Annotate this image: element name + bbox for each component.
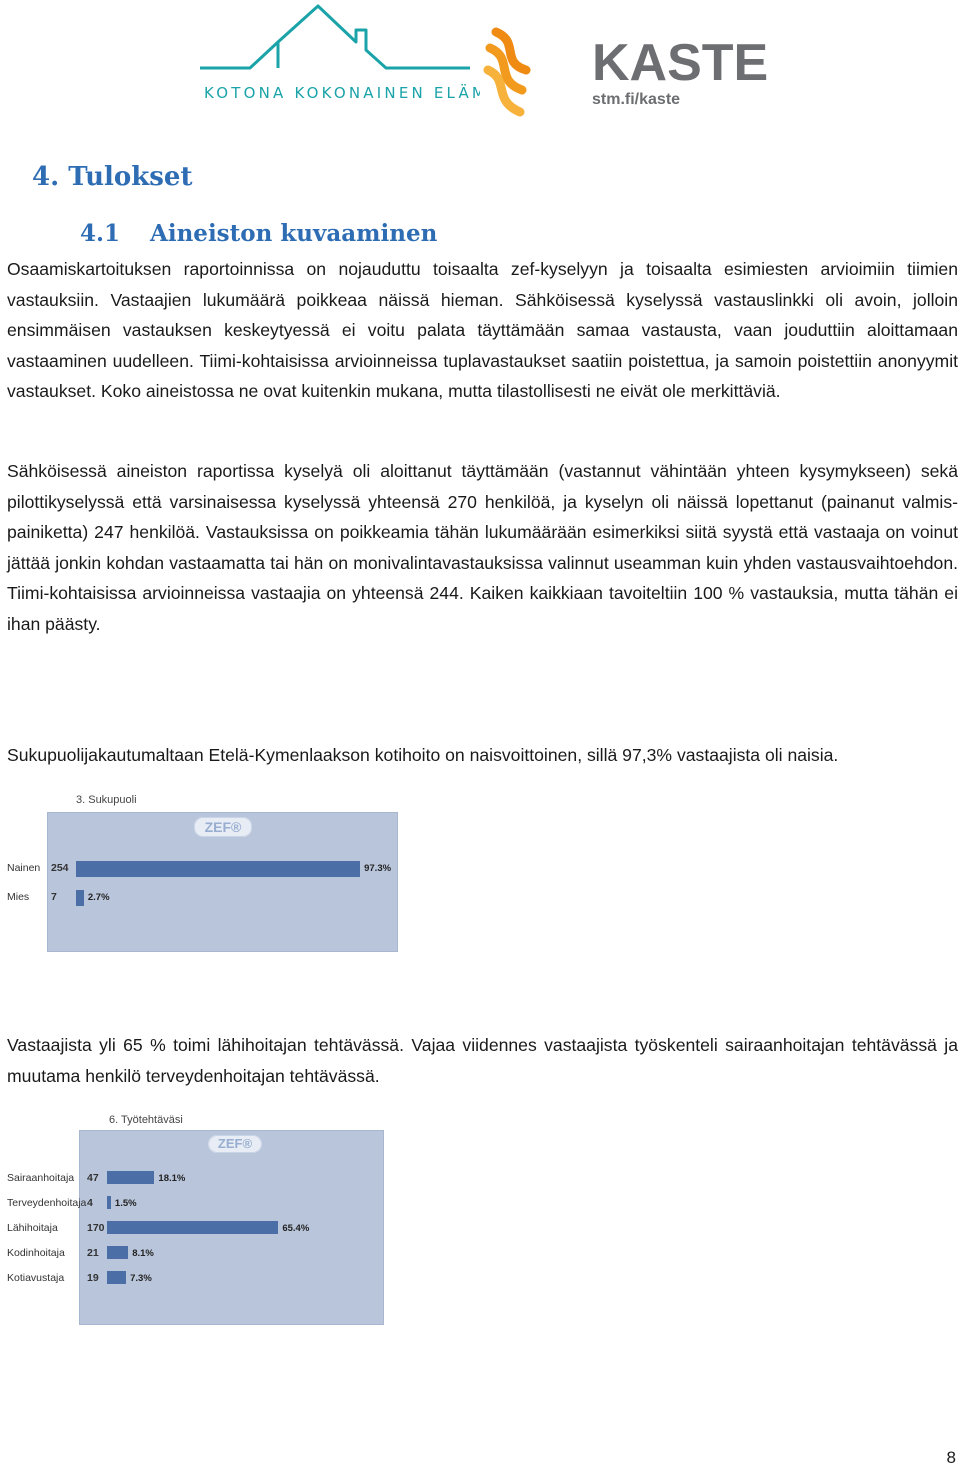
bar-count-label: 170 <box>87 1222 105 1234</box>
bar-value-label: 97.3% <box>364 863 392 874</box>
kotona-logo-text: KOTONA KOKONAINEN ELÄMÄ <box>204 84 480 102</box>
kaste-url: stm.fi/kaste <box>592 91 681 108</box>
section-title: Aineiston kuvaaminen <box>150 220 438 247</box>
bar <box>107 1171 154 1184</box>
bar-value-label: 2.7% <box>87 892 110 903</box>
bar-count-label: 254 <box>51 862 69 874</box>
bar-category-label: Kodinhoitaja <box>7 1247 65 1259</box>
section-heading <box>80 220 437 247</box>
job-chart <box>0 1110 410 1330</box>
bar-category-label: Sairaanhoitaja <box>7 1172 75 1184</box>
house-logo-icon <box>190 0 480 110</box>
zef-badge: ZEF® <box>208 1135 262 1153</box>
bar-value-label: 65.4% <box>282 1223 310 1234</box>
paragraph-data-description: Osaamiskartoituksen raportoinnissa on nojauduttu toisaalta zef-kyselyyn ja toisaalta esimiesten arvioimiin tiimien vastauksiin. Vastaajien lukumäärä poikkeaa näissä hieman. Sähköisessä kyselyssä vastauslinkki oli avoin, jolloin ensimmäisen vastauksen keskeytyessä ei voitu palata täyttämään samaa vastausta, vaan jouduttiin aloittamaan vastaaminen uudelleen. Tiimi-kohtaisissa arvioinneissa tuplavastaukset saatiin poistettua, ja samoin poistettiin anonyymit vastaukset. Koko aineistossa ne ovat kuitenkin mukana, mutta tilastollisesti ne eivät ole merkittäviä. <box>7 259 958 401</box>
bar-category-label: Kotiavustaja <box>7 1272 65 1284</box>
bar-value-label: 18.1% <box>158 1173 186 1184</box>
bar-value-label: 8.1% <box>132 1248 154 1259</box>
bar-count-label: 47 <box>87 1172 99 1184</box>
gender-chart <box>0 790 410 960</box>
kaste-logo <box>480 18 770 128</box>
bar-count-label: 7 <box>51 891 57 903</box>
bar <box>107 1271 126 1284</box>
bar <box>107 1221 278 1234</box>
bar-count-label: 4 <box>87 1197 93 1209</box>
chart-title: 3. Sukupuoli <box>76 794 137 806</box>
paragraph-gender-distribution: Sukupuolijakautumaltaan Etelä-Kymenlaakson kotihoito on naisvoittoinen, sillä 97,3% vastaajista oli naisia. <box>7 745 839 765</box>
kaste-name: KASTE <box>592 34 769 92</box>
paragraph-job-distribution: Vastaajista yli 65 % toimi lähihoitajan tehtävässä. Vajaa viidennes vastaajista työskenteli sairaanhoitajan tehtävässä ja muutama henkilö terveydenhoitajan tehtävässä. <box>7 1035 958 1086</box>
kaste-flame-icon <box>480 18 770 128</box>
bar-category-label: Lähihoitaja <box>7 1222 58 1234</box>
bar-count-label: 19 <box>87 1272 99 1284</box>
section-number: 4.1 <box>80 220 121 247</box>
bar <box>107 1196 111 1209</box>
bar <box>107 1246 128 1259</box>
chart-panel <box>47 812 398 952</box>
bar <box>76 890 84 906</box>
bar-value-label: 7.3% <box>130 1273 152 1284</box>
bar-count-label: 21 <box>87 1247 99 1259</box>
bar-category-label: Terveydenhoitaja <box>7 1197 87 1209</box>
bar-value-label: 1.5% <box>114 1198 137 1209</box>
bar-category-label: Mies <box>7 891 30 903</box>
page-number: 8 <box>946 1448 956 1467</box>
paragraph-respondent-counts: Sähköisessä aineiston raportissa kyselyä oli aloittanut täyttämään (vastannut vähintään yhteen kysymykseen) sekä pilottikyselyssä että varsinaisessa kyselyssä yhteensä 270 henkilöä, ja kyselyn oli näissä lopettanut (painanut valmis-painiketta) 247 henkilöä. Vastauksissa on poikkeamia tähän lukumäärään esimerkiksi siitä syystä että vastaaja on voinut jättää jonkin kohdan vastaamatta tai hän on monivalintavastauksissa valinnut useamman kuin yhden vastausvaihtoehdon. Tiimi-kohtaisissa arvioinneissa vastaajia on yhteensä 244. Kaiken kaikkiaan tavoiteltiin 100 % vastauksia, mutta tähän ei ihan päästy. <box>7 461 958 634</box>
kotona-kokonainen-elama-logo <box>190 0 480 110</box>
chart-title: 6. Työtehtäväsi <box>109 1114 183 1126</box>
bar-category-label: Nainen <box>7 862 41 874</box>
results-heading: 4. Tulokset <box>32 162 193 192</box>
bar <box>76 861 360 877</box>
zef-badge: ZEF® <box>194 817 252 837</box>
